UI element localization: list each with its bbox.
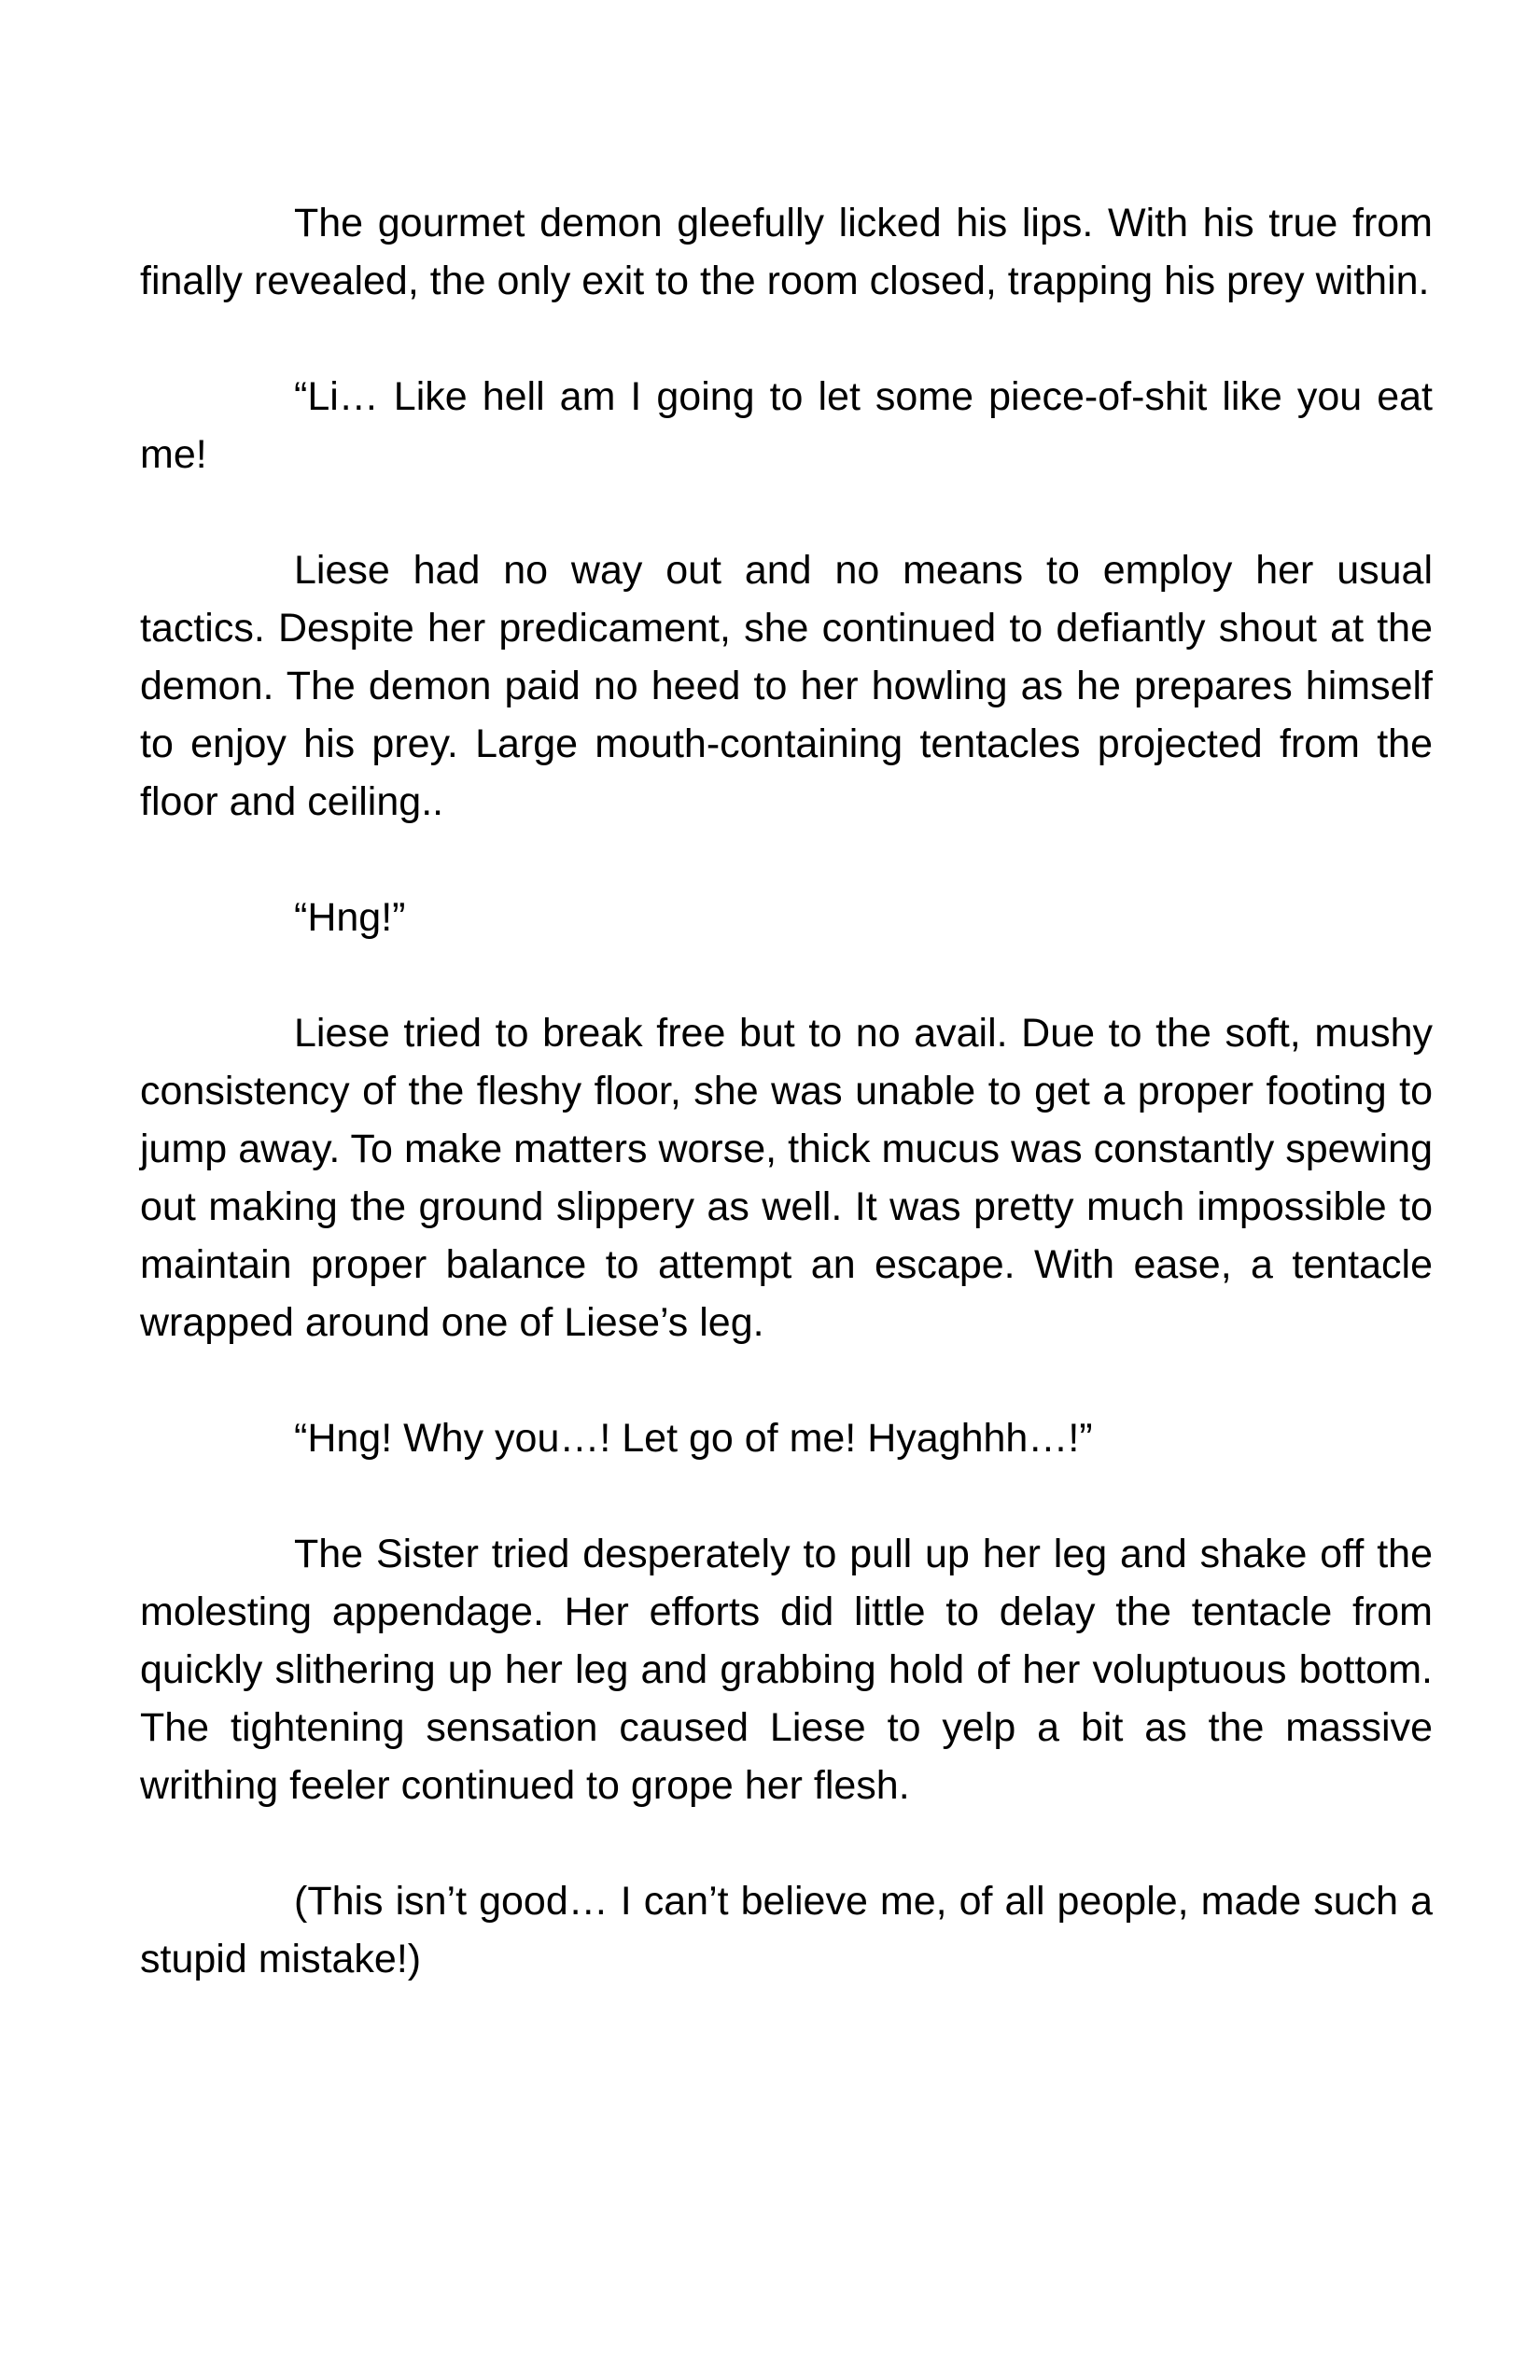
paragraph: The gourmet demon gleefully licked his lips. With his true from finally revealed, the only exit to the room closed, trapping his prey within. bbox=[140, 201, 1433, 303]
page-text bbox=[140, 194, 1433, 2046]
paragraph: “Li… Like hell am I going to let some piece-of-shit like you eat me! bbox=[140, 374, 1433, 477]
paragraph: The Sister tried desperately to pull up her leg and shake off the molesting appendage. Her efforts did little to delay the tentacle from quickly slithering up her leg and grabbing hold of her voluptuous bottom. The tightening sensation caused Liese to yelp a bit as the massive writhing feeler continued to grope her flesh. bbox=[140, 1532, 1433, 1808]
paragraph: (This isn’t good… I can’t believe me, of all people, made such a stupid mistake!) bbox=[140, 1879, 1433, 1981]
paragraph: “Hng! Why you…! Let go of me! Hyaghhh…!” bbox=[294, 1416, 1093, 1461]
paragraph: “Hng!” bbox=[294, 895, 406, 940]
paragraph: Liese had no way out and no means to employ her usual tactics. Despite her predicament, she continued to defiantly shout at the demon. The demon paid no heed to her howling as he prepares himself to enjoy his prey. Large mouth-containing tentacles projected from the floor and ceiling.. bbox=[140, 548, 1433, 824]
paragraph: Liese tried to break free but to no avail. Due to the soft, mushy consistency of the fleshy floor, she was unable to get a proper footing to jump away. To make matters worse, thick mucus was constantly spewing out making the ground slippery as well. It was pretty much impossible to maintain proper balance to attempt an escape. With ease, a tentacle wrapped around one of Liese’s leg. bbox=[140, 1011, 1433, 1345]
